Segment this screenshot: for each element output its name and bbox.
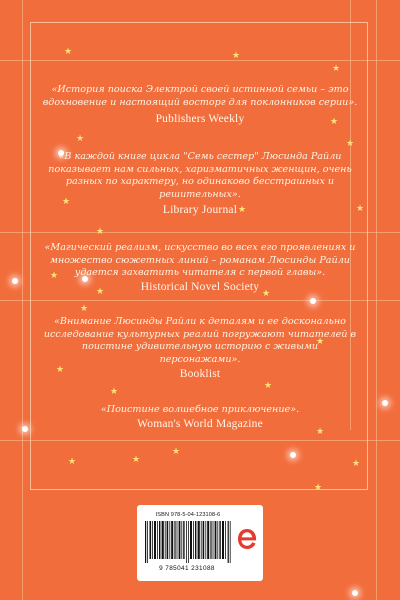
star-icon: ★ (238, 205, 247, 215)
glow-dot (382, 400, 388, 406)
star-icon: ★ (356, 204, 365, 214)
review-quote: «Внимание Люсинды Райли к деталям и ее досконально исследование культурных реалий погружают читателей в поистине удивительную историю с живыми персонажами». (43, 316, 357, 365)
barcode-panel (137, 505, 263, 581)
glow-dot (290, 452, 296, 458)
star-icon: ★ (110, 387, 119, 397)
barcode-digits: 9 785041 231088 (159, 565, 215, 572)
star-icon: ★ (172, 447, 181, 457)
review-source: Library Journal (162, 204, 238, 216)
review-quote: «В каждой книге цикла "Семь сестер" Люсинда Райли показывает нам сильных, харизматичных женщин, очень разных по характеру, но одинаково бесстрашных и решительных». (48, 151, 352, 200)
star-icon: ★ (132, 455, 141, 465)
star-icon: ★ (96, 227, 105, 237)
star-icon: ★ (330, 117, 339, 127)
star-icon: ★ (64, 47, 73, 57)
star-icon: ★ (314, 483, 323, 493)
review-source: Historical Novel Society (140, 281, 260, 293)
star-icon: ★ (262, 289, 271, 299)
star-icon: ★ (346, 139, 355, 149)
star-icon: ★ (50, 271, 59, 281)
grid-line (376, 0, 377, 600)
glow-dot (310, 298, 316, 304)
glow-dot (22, 426, 28, 432)
review-source: Woman's World Magazine (137, 418, 263, 430)
isbn-label: ISBN 978-5-04-123108-6 (155, 512, 221, 518)
star-icon: ★ (352, 459, 361, 469)
star-icon: ★ (76, 134, 85, 144)
star-icon: ★ (316, 427, 325, 437)
glow-dot (352, 590, 358, 596)
star-icon: ★ (56, 365, 65, 375)
glow-dot (12, 278, 18, 284)
review-quote: «Магический реализм, искусство во всех его проявлениях и множество сюжетных линий – романам Люсинды Райли удается захватить читателя с первой главы». (44, 242, 356, 279)
star-icon: ★ (232, 51, 241, 61)
star-icon: ★ (316, 337, 325, 347)
star-icon: ★ (62, 197, 71, 207)
barcode-icon (145, 521, 231, 563)
review-source: Publishers Weekly (155, 113, 245, 125)
star-icon: ★ (68, 457, 77, 467)
star-icon: ★ (264, 381, 273, 391)
review-source: Booklist (179, 368, 221, 380)
star-icon: ★ (96, 287, 105, 297)
grid-line (22, 0, 23, 600)
star-icon: ★ (332, 64, 341, 74)
star-icon: ★ (80, 304, 89, 314)
review-quote: «История поиска Электрой своей истинной семьи – это вдохновение и настоящий восторг для поклонников серии». (42, 84, 358, 108)
eksmo-logo-icon (236, 527, 258, 551)
review-quote: «Поистине волшебное приключение». (100, 404, 300, 415)
